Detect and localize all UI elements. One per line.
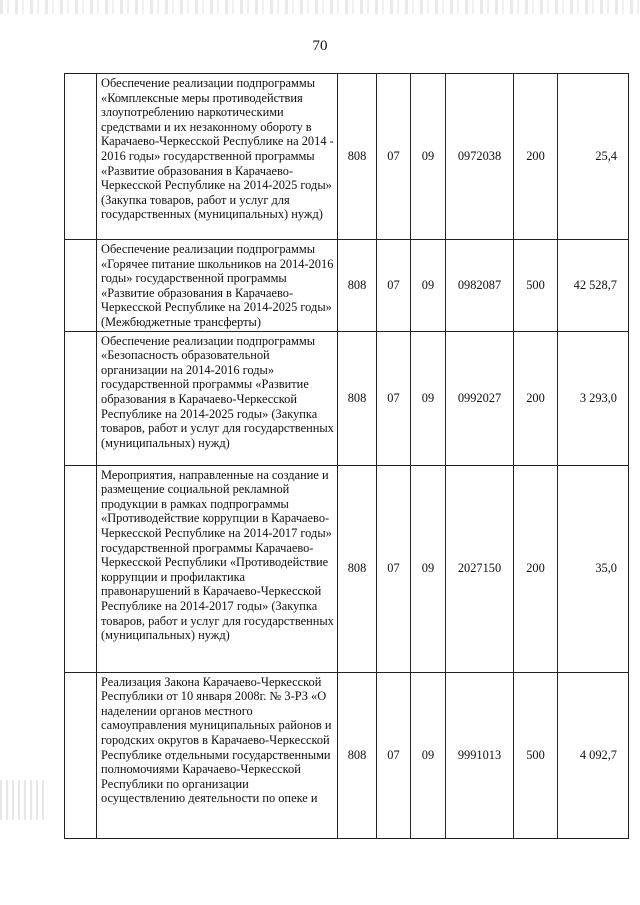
description-cell: Обеспечение реализации подпрограммы «Горячее питание школьников на 2014-2016 годы» государственной программы «Развитие образования в Карачаево-Черкесской Республике на 2014-2025 годы» (Межбюджетные трансферты) [97, 240, 338, 332]
section-code-cell: 07 [377, 331, 411, 465]
table-row [65, 465, 629, 672]
target-article-cell: 9991013 [446, 672, 514, 838]
description-cell: Реализация Закона Карачаево-Черкесской Республики от 10 января 2008г. № 3-РЗ «О наделении органов местного самоуправления муниципальных районов и городских округов в Карачаево-Черкесской Республике отдельными государственными полномочиями Карачаево-Черкесской Республики по организации осуществлению деятельности по опеке и [97, 672, 338, 838]
ministry-code-cell: 808 [338, 672, 377, 838]
amount-cell: 42 528,7 [558, 240, 629, 332]
section-code-cell: 07 [377, 672, 411, 838]
expense-type-cell: 200 [514, 74, 558, 240]
description-cell: Мероприятия, направленные на создание и размещение социальной рекламной продукции в рамках подпрограммы «Противодействие коррупции в Карачаево-Черкесской Республике на 2014-2017 годы» государственной программы Карачаево-Черкесской Республики «Противодействие коррупции и профилактика правонарушений в Карачаево-Черкесской Республике на 2014-2017 годы» (Закупка товаров, работ и услуг для государственных (муниципальных) нужд) [97, 465, 338, 672]
ministry-code-cell: 808 [338, 240, 377, 332]
ministry-code-cell: 808 [338, 331, 377, 465]
target-article-cell: 2027150 [446, 465, 514, 672]
page-number: 70 [312, 38, 328, 54]
row-number-cell [65, 74, 97, 240]
subsection-code-cell: 09 [411, 331, 446, 465]
subsection-code-cell: 09 [411, 74, 446, 240]
subsection-code-cell: 09 [411, 240, 446, 332]
section-code-cell: 07 [377, 74, 411, 240]
expense-type-cell: 500 [514, 672, 558, 838]
table-row [65, 240, 629, 332]
expense-type-cell: 200 [514, 465, 558, 672]
table-row [65, 331, 629, 465]
row-number-cell [65, 672, 97, 838]
section-code-cell: 07 [377, 465, 411, 672]
expense-type-cell: 500 [514, 240, 558, 332]
amount-cell: 35,0 [558, 465, 629, 672]
description-cell: Обеспечение реализации подпрограммы «Комплексные меры противодействия злоупотреблению наркотическими средствами и их незаконному обороту в Карачаево-Черкесской Республике на 2014 - 2016 годы» государственной программы «Развитие образования в Карачаево-Черкесской Республике на 2014-2025 годы» (Закупка товаров, работ и услуг для государственных (муниципальных) нужд) [97, 74, 338, 240]
ministry-code-cell: 808 [338, 74, 377, 240]
expense-type-cell: 200 [514, 331, 558, 465]
target-article-cell: 0972038 [446, 74, 514, 240]
ministry-code-cell: 808 [338, 465, 377, 672]
amount-cell: 4 092,7 [558, 672, 629, 838]
target-article-cell: 0982087 [446, 240, 514, 332]
subsection-code-cell: 09 [411, 465, 446, 672]
table-row [65, 672, 629, 838]
row-number-cell [65, 465, 97, 672]
row-number-cell [65, 240, 97, 332]
scan-edge-noise [0, 780, 44, 820]
table-row [65, 74, 629, 240]
target-article-cell: 0992027 [446, 331, 514, 465]
amount-cell: 3 293,0 [558, 331, 629, 465]
section-code-cell: 07 [377, 240, 411, 332]
amount-cell: 25,4 [558, 74, 629, 240]
scan-edge-noise [0, 0, 640, 14]
budget-table [64, 73, 629, 839]
description-cell: Обеспечение реализации подпрограммы «Безопасность образовательной организации на 2014-2016 годы» государственной программы «Развитие образования в Карачаево-Черкесской Республике на 2014-2025 годы» (Закупка товаров, работ и услуг для государственных (муниципальных) нужд) [97, 331, 338, 465]
subsection-code-cell: 09 [411, 672, 446, 838]
row-number-cell [65, 331, 97, 465]
